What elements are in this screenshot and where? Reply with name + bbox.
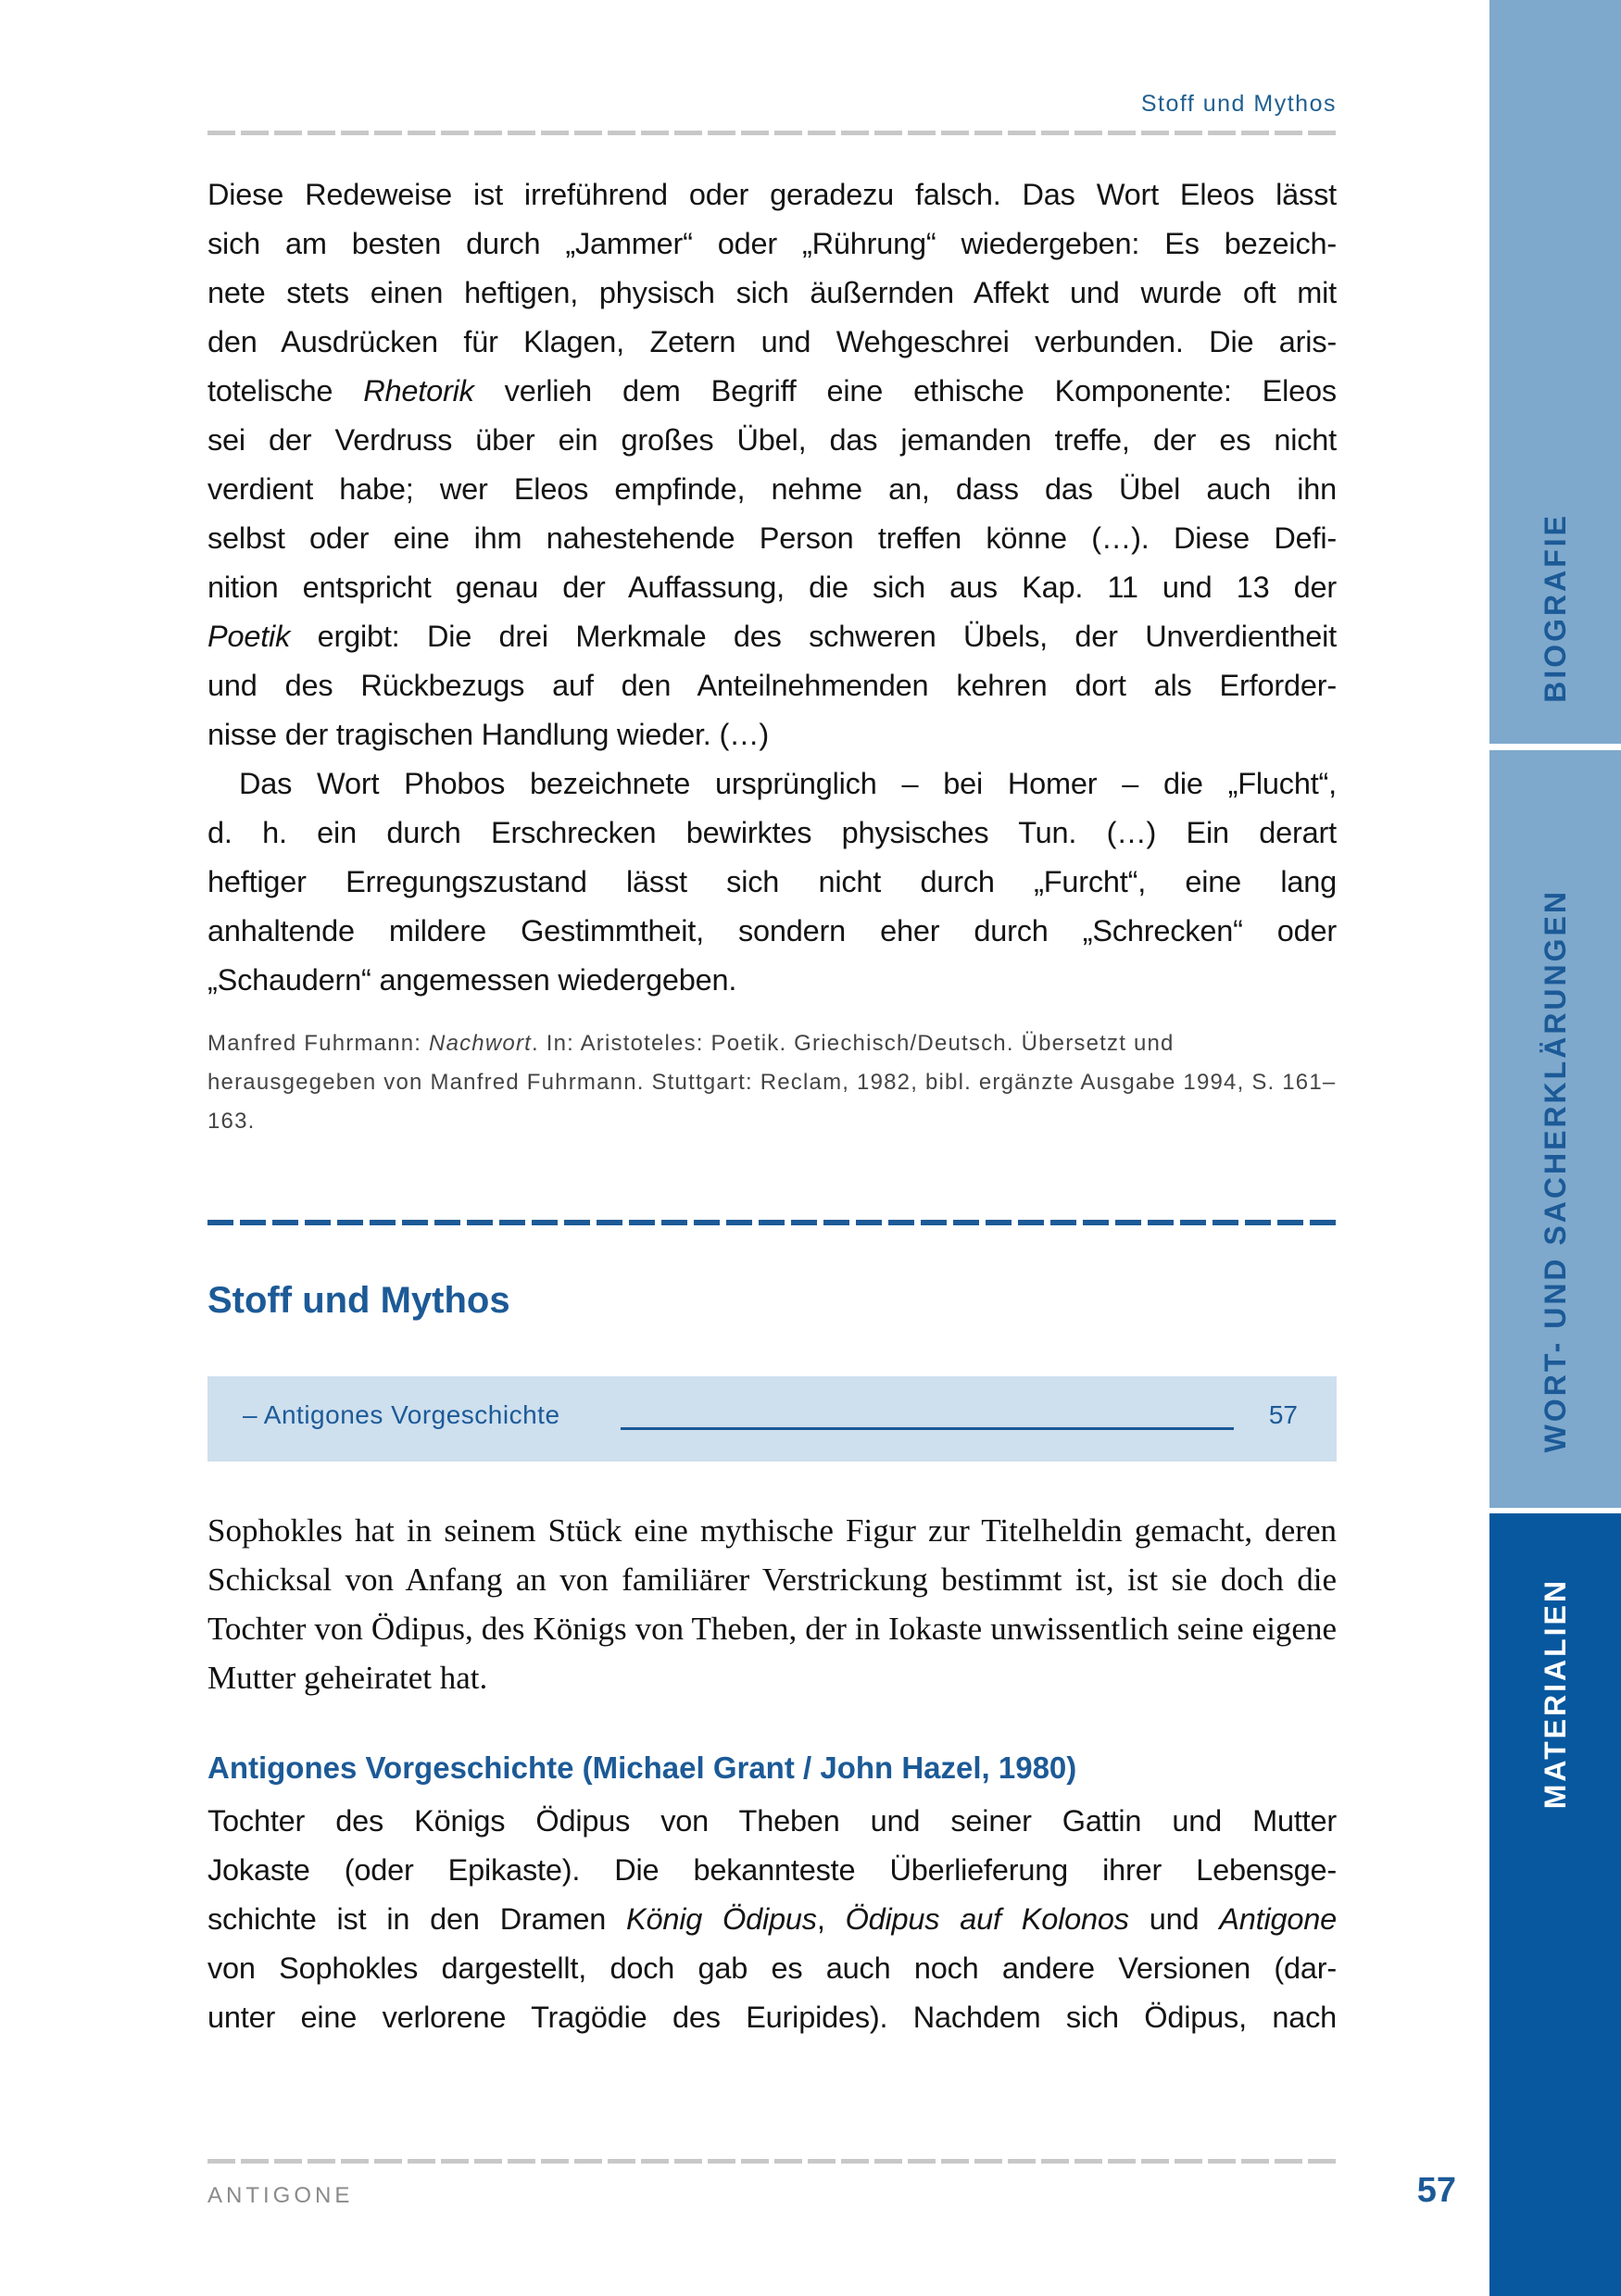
text-line: Tochter des Königs Ödipus von Theben und seiner Gattin und Mutter [207, 1804, 1337, 1838]
italic-title: König Ödipus [626, 1902, 817, 1936]
italic-title: Rhetorik [363, 374, 474, 408]
text-line: von Sophokles dargestellt, doch gab es auch noch andere Versionen (dar- [207, 1951, 1337, 1985]
section-title: Stoff und Mythos [207, 1280, 510, 1321]
side-tab-biografie[interactable] [1489, 0, 1621, 744]
text-line: den Ausdrücken für Klagen, Zetern und Wehgeschrei verbunden. Die aris- [207, 325, 1337, 358]
subheading: Antigones Vorgeschichte (Michael Grant / John Hazel, 1980) [207, 1750, 1077, 1785]
text-line: Jokaste (oder Epikaste). Die bekannteste Überlieferung ihrer Lebensge- [207, 1853, 1337, 1887]
toc-entry-page[interactable]: 57 [1268, 1400, 1298, 1429]
text-line: unter eine verlorene Tragödie des Euripides). Nachdem sich Ödipus, nach [207, 2001, 1337, 2034]
side-tab-label: BIOGRAFIE [1538, 513, 1572, 703]
quote-paragraph-1 [207, 170, 1337, 759]
side-tab-label: WORT- UND SACHERKLÄRUNGEN [1538, 888, 1572, 1452]
text-line: schichte ist in den Dramen König Ödipus, Ödipus auf Kolonos und Antigone [207, 1902, 1337, 1936]
side-tab-label: MATERIALIEN [1538, 1578, 1572, 1810]
footer-book-title: ANTIGONE [207, 2183, 354, 2208]
section-divider [207, 1220, 1337, 1225]
text-line: Diese Redeweise ist irreführend oder geradezu falsch. Das Wort Eleos lässt [207, 178, 1337, 211]
toc-entry-label[interactable]: – Antigones Vorgeschichte [243, 1400, 560, 1429]
text-line: Das Wort Phobos bezeichnete ursprünglich – bei Homer – die „Flucht“, [239, 767, 1337, 800]
text-line: nition entspricht genau der Auffassung, die sich aus Kap. 11 und 13 der [207, 571, 1337, 604]
text-line: anhaltende mildere Gestimmtheit, sondern eher durch „Schrecken“ oder [207, 914, 1337, 947]
text-line: sei der Verdruss über ein großes Übel, das jemanden treffe, der es nicht [207, 423, 1337, 457]
text-line: nisse der tragischen Handlung wieder. (…) [207, 718, 769, 751]
citation-title: Nachwort [429, 1031, 532, 1056]
toc-leader-line [621, 1427, 1234, 1430]
text-line: nete stets einen heftigen, physisch sich äußernden Affekt und wurde oft mit [207, 276, 1337, 309]
italic-title: Poetik [207, 620, 291, 653]
citation-details: . In: Aristoteles: Poetik. Griechisch/Deutsch. Übersetzt und herausgegeben von Manfred Fuhrmann. Stuttgart: Reclam, 1982, bibl. ergänzte Ausgabe 1994, S. 161–163. [207, 1031, 1337, 1134]
text-line: verdient habe; wer Eleos empfinde, nehme an, dass das Übel auch ihn [207, 472, 1337, 506]
header-divider [207, 131, 1337, 135]
quote-block [207, 170, 1337, 1005]
citation-author: Manfred Fuhrmann: [207, 1031, 430, 1056]
text-line: selbst oder eine ihm nahestehende Person treffen könne (…). Diese Defi- [207, 521, 1337, 555]
subsection-body [207, 1797, 1337, 2042]
text-line: totelische Rhetorik verlieh dem Begriff eine ethische Komponente: Eleos [207, 374, 1337, 408]
section-intro: Sophokles hat in seinem Stück eine mythische Figur zur Titelheldin gemacht, deren Schicksal von Anfang an von familiärer Verstrickung bestimmt ist, ist sie doch die Tochter von Ödipus, des Königs von Theben, der in Iokaste unwissentlich seine eigene Mutter geheiratet hat. [207, 1512, 1337, 1696]
text-line: d. h. ein durch Erschrecken bewirktes physisches Tun. (…) Ein derart [207, 816, 1337, 849]
source-citation [207, 1024, 1337, 1141]
text-line: Poetik ergibt: Die drei Merkmale des schweren Übels, der Unverdientheit [207, 620, 1337, 653]
text-line: und des Rückbezugs auf den Anteilnehmenden kehren dort als Erforder- [207, 669, 1337, 702]
side-tab-materialien[interactable] [1489, 1513, 1621, 2296]
quote-paragraph-2 [207, 759, 1337, 1005]
text-line: heftiger Erregungszustand lässt sich nicht durch „Furcht“, eine lang [207, 865, 1337, 898]
page-number: 57 [1416, 2171, 1456, 2210]
running-head: Stoff und Mythos [1140, 91, 1337, 117]
text-line: „Schaudern“ angemessen wiedergeben. [207, 963, 737, 997]
toc-box [207, 1376, 1337, 1462]
italic-title: Ödipus auf Kolonos [845, 1902, 1129, 1936]
italic-title: Antigone [1219, 1902, 1337, 1936]
footer-divider [207, 2159, 1337, 2164]
text-line: sich am besten durch „Jammer“ oder „Rührung“ wiedergeben: Es bezeich- [207, 227, 1337, 260]
side-tab-wort-und-sacherklaerungen[interactable] [1489, 750, 1621, 1508]
